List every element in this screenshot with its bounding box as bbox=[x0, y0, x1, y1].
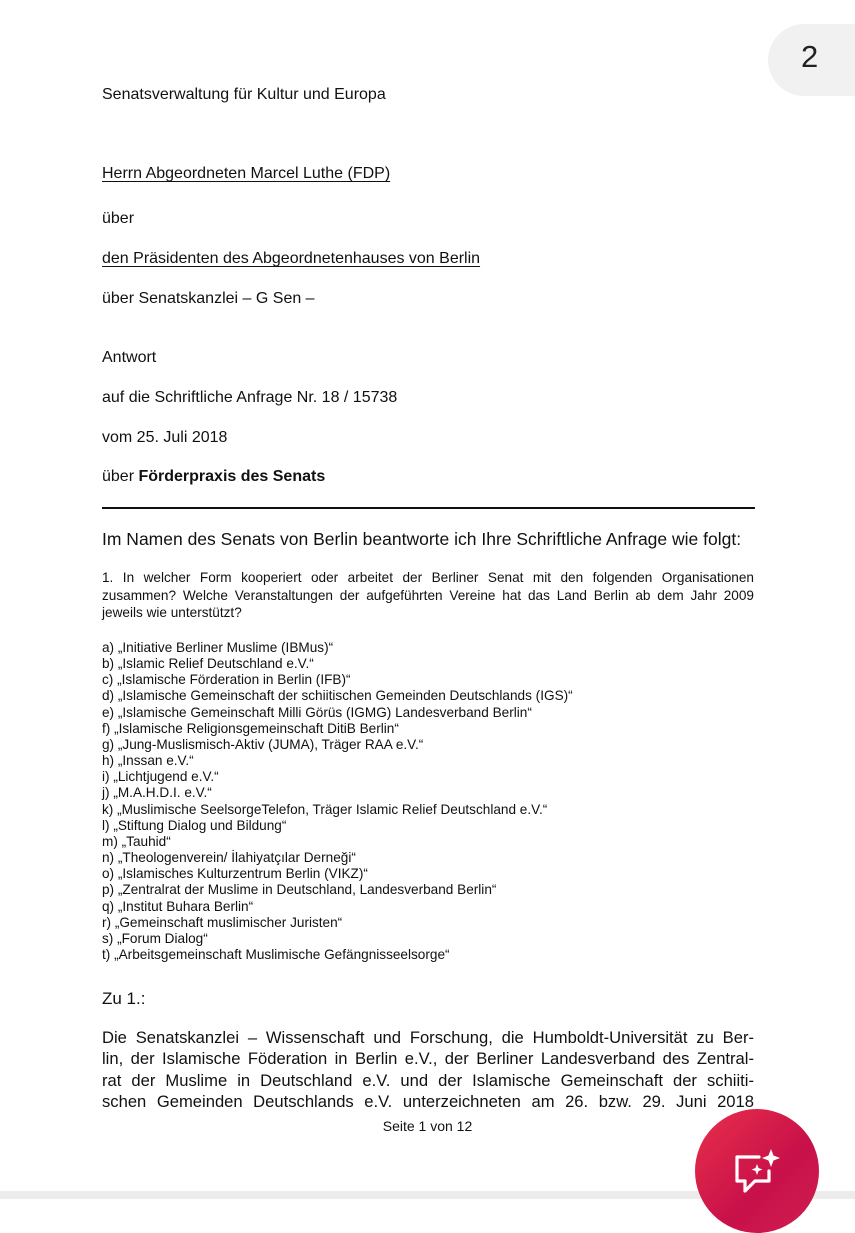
subject-title: Förderpraxis des Senats bbox=[138, 468, 326, 485]
president-line: den Präsidenten des Abgeordnetenhauses von Berlin bbox=[102, 250, 481, 267]
list-item: l) „Stiftung Dialog und Bildung“ bbox=[102, 817, 287, 833]
list-item: h) „Inssan e.V.“ bbox=[102, 753, 194, 769]
list-item: n) „Theologenverein/ İlahiyatçılar Derneği“ bbox=[102, 850, 356, 866]
answer-line: schen Gemeinden Deutschlands e.V. unterzeichneten am 26. bzw. 29. Juni 2018 bbox=[102, 1091, 754, 1111]
page-number-label: 2 bbox=[801, 39, 819, 74]
question-text: 1. In welcher Form kooperiert oder arbeitet der Berliner Senat mit den folgenden Organisationen zusammen? Welche Veranstaltungen der aufgeführten Vereine hat das Land Berlin ab dem Jahr 2009 jeweils wie unterstützt? bbox=[102, 570, 754, 620]
ai-assistant-button[interactable] bbox=[695, 1109, 819, 1233]
list-item: i) „Lichtjugend e.V.“ bbox=[102, 769, 219, 785]
list-item: c) „Islamische Förderation in Berlin (IFB)“ bbox=[102, 672, 351, 688]
list-item: k) „Muslimische SeelsorgeTelefon, Träger Islamic Relief Deutschland e.V.“ bbox=[102, 801, 548, 817]
answer-paragraph bbox=[102, 1027, 754, 1112]
reply-title: Antwort bbox=[102, 349, 157, 366]
list-item: t) „Arbeitsgemeinschaft Muslimische Gefängnisseelsorge“ bbox=[102, 946, 450, 962]
sender-line: Senatsverwaltung für Kultur und Europa bbox=[102, 86, 386, 103]
page-number-badge[interactable] bbox=[768, 24, 855, 96]
list-item: a) „Initiative Berliner Muslime (IBMus)“ bbox=[102, 640, 334, 655]
via-line-1: über bbox=[102, 210, 135, 227]
recipient-line: Herrn Abgeordneten Marcel Luthe (FDP) bbox=[102, 165, 391, 182]
via-line-2: über Senatskanzlei – G Sen – bbox=[102, 290, 315, 307]
inquiry-number: auf die Schriftliche Anfrage Nr. 18 / 15738 bbox=[102, 389, 398, 406]
answer-line: Die Senatskanzlei – Wissenschaft und Forschung, die Humboldt-Universität zu Ber- bbox=[102, 1028, 754, 1047]
list-item: e) „Islamische Gemeinschaft Milli Görüs (IGMG) Landesverband Berlin“ bbox=[102, 704, 532, 720]
list-item: d) „Islamische Gemeinschaft der schiitischen Gemeinden Deutschlands (IGS)“ bbox=[102, 688, 573, 704]
organization-list bbox=[102, 640, 573, 963]
list-item: f) „Islamische Religionsgemeinschaft DitiB Berlin“ bbox=[102, 720, 399, 736]
list-item: s) „Forum Dialog“ bbox=[102, 930, 208, 946]
list-item: r) „Gemeinschaft muslimischer Juristen“ bbox=[102, 914, 343, 930]
list-item: g) „Jung-Muslismisch-Aktiv (JUMA), Träger RAA e.V.“ bbox=[102, 736, 424, 752]
list-item: q) „Institut Buhara Berlin“ bbox=[102, 898, 254, 914]
answer-line: rat der Muslime in Deutschland e.V. und der Islamische Gemeinschaft der schiiti- bbox=[102, 1070, 754, 1090]
page-footer: Seite 1 von 12 bbox=[382, 1118, 473, 1134]
answer-heading: Zu 1.: bbox=[102, 989, 146, 1008]
subject-prefix: über bbox=[102, 468, 135, 485]
list-item: b) „Islamic Relief Deutschland e.V.“ bbox=[102, 656, 314, 672]
list-item: o) „Islamisches Kulturzentrum Berlin (VIKZ)“ bbox=[102, 866, 368, 882]
horizontal-divider bbox=[102, 507, 755, 509]
list-item: m) „Tauhid“ bbox=[102, 833, 171, 849]
list-item: p) „Zentralrat der Muslime in Deutschland, Landesverband Berlin“ bbox=[102, 882, 497, 898]
subject-line bbox=[102, 468, 325, 486]
inquiry-date: vom 25. Juli 2018 bbox=[102, 429, 228, 446]
sparkle-chat-icon bbox=[731, 1147, 783, 1197]
answer-line: lin, der Islamische Föderation in Berlin e.V., der Berliner Landesverband des Zentral- bbox=[102, 1049, 754, 1069]
list-item: j) „M.A.H.D.I. e.V.“ bbox=[102, 785, 212, 801]
intro-sentence: Im Namen des Senats von Berlin beantworte ich Ihre Schriftliche Anfrage wie folgt: bbox=[102, 529, 742, 549]
